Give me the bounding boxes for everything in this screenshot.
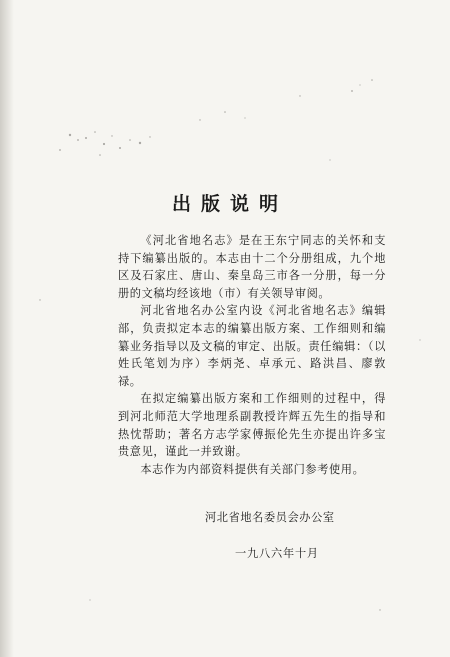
paragraph-2: 河北省地名办公室内设《河北省地名志》编辑部，负责拟定本志的编纂出版方案、工作细则和编纂业务指导以及文稿的审定、出版。责任编辑：（以姓氏笔划为序）李炳尧、卓承元、路洪昌、廖敦禄。 (118, 304, 386, 388)
body-text (118, 232, 386, 478)
paragraph-4: 本志作为内部资料提供有关部门参考使用。 (140, 462, 365, 476)
paragraph-1: 《河北省地名志》是在王东宁同志的关怀和支持下编纂出版的。本志由十二个分册组成，九个地区及石家庄、唐山、秦皇岛三市各一分册，每一分册的文稿均经该地（市）有关领导审阅。 (118, 234, 386, 300)
page-title: 出版说明 (171, 193, 288, 215)
paragraph-3: 在拟定编纂出版方案和工作细则的过程中，得到河北师范大学地理系副教授许辉五先生的指导和热忱帮助；著名方志学家傅振伦先生亦提出许多宝贵意见，谨此一并致谢。 (118, 392, 386, 459)
signature: 河北省地名委员会办公室 (205, 511, 335, 524)
publication-date: 一九八六年十月 (235, 547, 319, 560)
